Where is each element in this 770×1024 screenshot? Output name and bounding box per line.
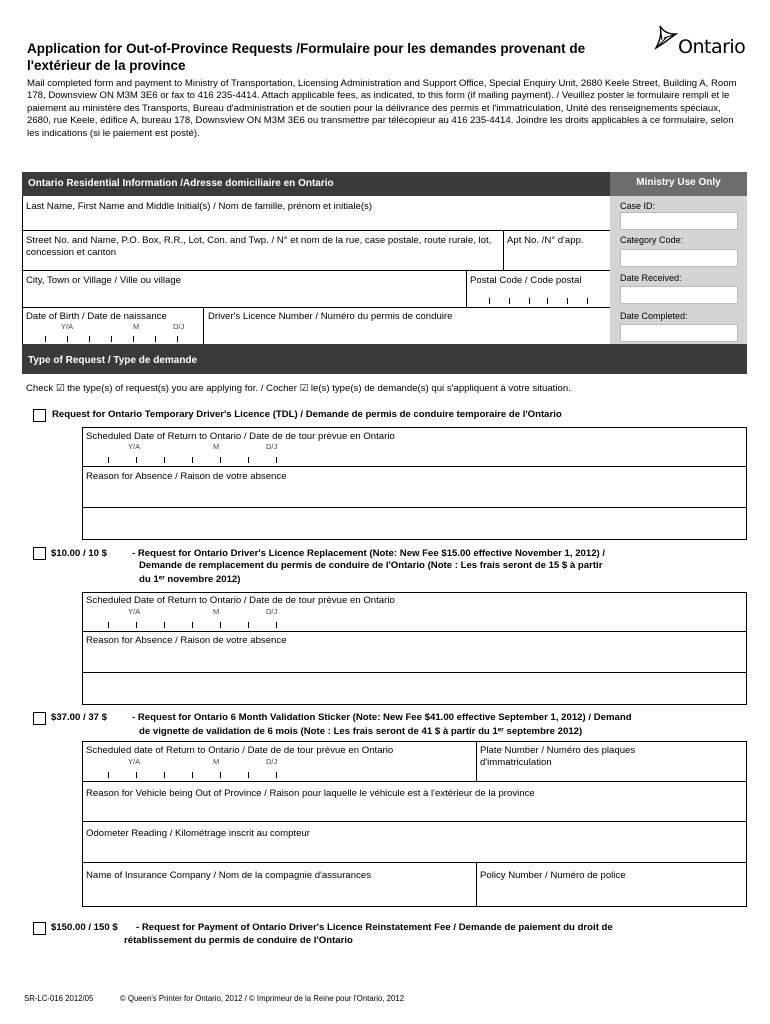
reinstatement-fee: $150.00 / 150 $ — [51, 922, 118, 933]
logo-word: Ontario — [678, 36, 746, 58]
case-id-field — [620, 212, 738, 230]
dl-label: Driver's Licence Number / Numéro du permis de conduire — [208, 311, 453, 322]
intro-text: Mail completed form and payment to Ministry of Transportation, Licensing Administration and Support Office, Special Enquiry Unit, 2680 Keele Street, Building A, Room 178, Downsview ON M3M 3E6 or fax to 416 235-4414. Attach applicable fees, as indicated, to this form (if mailing payment). / Veuillez poster le formulaire rempli et le paiement au ministère des Transports, Bureau d'administration et de soutien pour la délivrance des permis et l'immatriculation, Unité des renseignements spéciaux, 2680, rue Keele, édifice A, bureau 178, Downsview ON M3M 3E6 ou transmettre par télécopieur au 416 235-4414. Joindre les droits applicables à ce formulaire, selon les indications (si le paiement est posté). — [27, 78, 737, 139]
city-label: City, Town or Village / Ville ou village — [26, 275, 182, 286]
replacement-checkbox[interactable] — [33, 547, 46, 560]
name-input[interactable] — [23, 213, 609, 229]
reinstatement-checkbox[interactable] — [33, 922, 46, 935]
tdl-day-hint: D/J — [266, 442, 278, 451]
tdl-checkbox[interactable] — [33, 409, 46, 422]
dob-year-hint: Y/A — [61, 322, 74, 331]
dob-input[interactable] — [23, 322, 202, 343]
sticker-line1: - Request for Ontario 6 Month Validation Sticker (Note: New Fee $41.00 effective September 1, 2012) / Demand — [132, 712, 632, 723]
category-label: Category Code: — [620, 235, 684, 245]
replacement-line3: du 1ᵉʳ novembre 2012) — [139, 574, 241, 585]
tdl-absence-label: Reason for Absence / Raison de votre absence — [86, 471, 287, 482]
received-label: Date Received: — [620, 273, 682, 283]
sticker-checkbox[interactable] — [33, 712, 46, 725]
received-field — [620, 286, 738, 304]
tdl-month-hint: M — [213, 442, 220, 451]
residential-heading: Ontario Residential Information /Adresse domiciliaire en Ontario — [28, 178, 334, 189]
tdl-return-label: Scheduled Date of Return to Ontario / Date de de tour prèvue en Ontario — [86, 431, 395, 442]
sticker-fee: $37.00 / 37 $ — [51, 712, 108, 723]
replacement-absence-input[interactable] — [83, 648, 746, 704]
replacement-fee: $10.00 / 10 $ — [51, 548, 108, 559]
completed-label: Date Completed: — [620, 311, 688, 321]
sticker-day-hint: D/J — [266, 757, 278, 766]
replacement-month-hint: M — [213, 607, 220, 616]
dob-month-hint: M — [133, 322, 140, 331]
name-label: Last Name, First Name and Middle Initial(s) / Nom de famille, prénom et initiale(s) — [26, 201, 373, 212]
residential-heading-bar — [22, 172, 610, 196]
plate-input[interactable] — [477, 770, 746, 780]
ministry-heading: Ministry Use Only — [636, 177, 721, 188]
reinstatement-line1: - Request for Payment of Ontario Driver's Licence Reinstatement Fee / Demande de paiement du droit de — [136, 922, 613, 933]
case-id-label: Case ID: — [620, 201, 656, 211]
sticker-month-hint: M — [213, 757, 220, 766]
replacement-return-input[interactable] — [86, 607, 306, 629]
dob-day-hint: D/J — [173, 322, 185, 331]
policy-input[interactable] — [477, 883, 746, 906]
tdl-absence-input[interactable] — [83, 484, 746, 539]
replacement-absence-label: Reason for Absence / Raison de votre absence — [86, 635, 287, 646]
postal-label: Postal Code / Code postal — [470, 275, 582, 286]
category-field — [620, 249, 738, 267]
policy-label: Policy Number / Numéro de police — [480, 870, 626, 881]
request-heading-bar — [22, 344, 747, 374]
form-id: SR-LC-016 2012/05 — [24, 994, 94, 1003]
sticker-return-input[interactable] — [86, 757, 306, 779]
request-instruction: Check ☑ the type(s) of request(s) you are applying for. / Cocher ☑ le(s) type(s) de demande(s) qui s'appliquent à votre situation. — [26, 383, 571, 394]
dob-label: Date of Birth / Date de naissance — [26, 311, 167, 322]
sticker-line2: de vignette de validation de 6 mois (Note : Les frais seront de 41 $ à partir du 1ᵉʳ septembre 2012) — [139, 726, 583, 737]
vehicle-reason-label: Reason for Vehicle being Out of Province / Raison pour laquelle le véhicule est à l'extérieur de la province — [86, 788, 535, 799]
postal-input[interactable] — [467, 288, 609, 306]
ontario-logo — [650, 22, 750, 62]
completed-field — [620, 324, 738, 342]
city-input[interactable] — [23, 288, 465, 306]
dl-input[interactable] — [204, 324, 609, 343]
apt-input[interactable] — [504, 250, 609, 269]
reinstatement-line2: rétablissement du permis de conduire de l'Ontario — [124, 935, 353, 946]
apt-label: Apt No. /N° d'app. — [507, 235, 584, 246]
ministry-heading-bar — [610, 172, 747, 196]
insurance-label: Name of Insurance Company / Nom de la compagnie d'assurances — [86, 870, 371, 881]
sticker-return-label: Scheduled date of Return to Ontario / Date de de tour prèvue en Ontario — [86, 745, 394, 756]
tdl-return-input[interactable] — [86, 442, 306, 464]
page-title: Application for Out-of-Province Requests /Formulaire pour les demandes provenant de l'extérieur de la province — [27, 41, 586, 73]
street-label: Street No. and Name, P.O. Box, R.R., Lot, Con. and Twp. / N° et nom de la rue, case postale, route rurale, lot, concession et canton — [26, 235, 492, 258]
request-heading: Type of Request / Type de demande — [28, 355, 198, 366]
odometer-input[interactable] — [83, 840, 746, 861]
replacement-year-hint: Y/A — [128, 607, 141, 616]
tdl-year-hint: Y/A — [128, 442, 141, 451]
replacement-day-hint: D/J — [266, 607, 278, 616]
copyright: © Queen's Printer for Ontario, 2012 / © Imprimeur de la Reine pour l'Ontario, 2012 — [120, 994, 405, 1003]
plate-label: Plate Number / Numéro des plaques d'immatriculation — [480, 745, 636, 768]
sticker-year-hint: Y/A — [128, 757, 141, 766]
replacement-return-label: Scheduled Date of Return to Ontario / Date de de tour prèvue en Ontario — [86, 595, 395, 606]
insurance-input[interactable] — [83, 883, 475, 906]
street-input[interactable] — [23, 258, 502, 269]
vehicle-reason-input[interactable] — [83, 800, 746, 820]
tdl-label: Request for Ontario Temporary Driver's Licence (TDL) / Demande de permis de conduire temporaire de l'Ontario — [52, 409, 562, 420]
replacement-line2: Demande de remplacement du permis de conduire de l'Ontario (Note : Les frais seront de 15 $ à partir — [139, 560, 603, 571]
odometer-label: Odometer Reading / Kilométrage inscrit au compteur — [86, 828, 310, 839]
replacement-line1: - Request for Ontario Driver's Licence Replacement (Note: New Fee $15.00 effective November 1, 2012) / — [132, 548, 606, 559]
